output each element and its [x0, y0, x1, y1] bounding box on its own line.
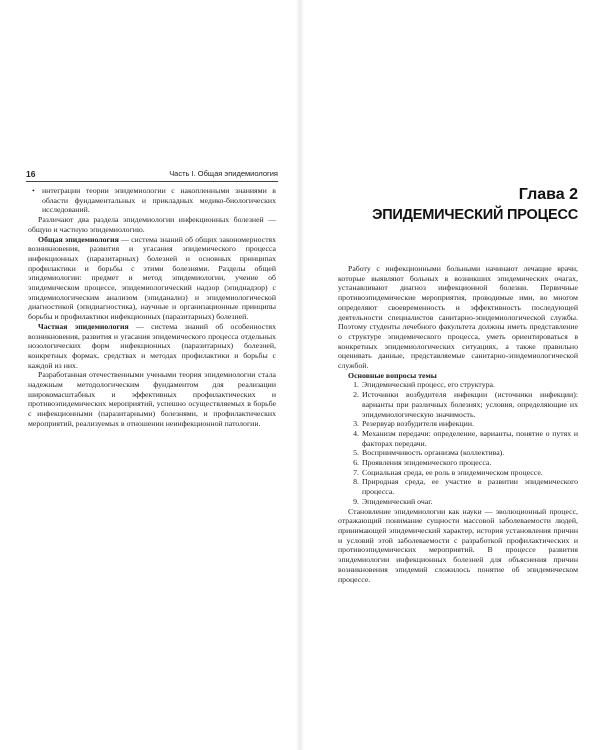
list-item-number: 9. [353, 496, 359, 506]
paragraph-special-epidemiology [28, 322, 276, 371]
term-general-epidemiology: Общая эпидемиология [38, 234, 119, 244]
list-item-text: Источники возбудителя инфекции (источники инфекции): варианты при различных болезнях; условия, определяющие их эпидемиологическую значимость. [362, 390, 578, 419]
bullet-text: интеграции теории эпидемиологии с накопленными знаниями в области фундаментальных и прикладных медико-биологических исследований. [42, 186, 276, 215]
paragraph-general-epidemiology [28, 235, 276, 322]
right-body-text [338, 264, 578, 584]
paragraph-theory: Разработанная отечественными учеными теория эпидемиологии стала надежным методологическим фундаментом для реализации широкомасштабных и эффективных профилактических и противоэпидемических мероприятий, успешно осуществляемых в борьбе с инфекционными (паразитарными) болезнями, и профилактических мероприятий, реализуемых в отношении неинфекционной патологии. [28, 370, 276, 428]
list-item-text: Восприимчивость организма (коллектива). [362, 448, 505, 458]
questions-list [338, 380, 578, 506]
questions-heading: Основные вопросы темы [348, 370, 437, 380]
list-item [338, 390, 578, 419]
chapter-title: ЭПИДЕМИЧЕСКИЙ ПРОЦЕСС [372, 207, 578, 223]
term-special-epidemiology: Частная эпидемиология [38, 321, 129, 331]
list-item-text: Проявления эпидемического процесса. [362, 458, 492, 468]
definition-general-epidemiology: — система знаний об общих закономерностях возникновения, развития и угасания эпидемического процесса инфекционных (паразитарных) болезней и основных принципах профилактики и борьбы с этими болезнями. Разделы общей эпидемиологии: предмет и метод эпидемиологии, учение об эпидемическом процессе, эпидемиологический надзор (эпиднадзор) с эпидемиологическим анализом (эпиданализ) и эпидемиологической диагностикой (эпидиагностика), научные и организационные принципы борьбы и профилактики инфекционных (паразитарных) болезней. [28, 234, 276, 322]
list-item-text: Эпидемический очаг. [362, 496, 433, 506]
list-item-number: 7. [353, 467, 359, 477]
bullet-dot-icon: • [32, 186, 35, 195]
chapter-label: Глава 2 [518, 186, 578, 203]
list-item [338, 380, 578, 390]
bullet-item [32, 186, 276, 215]
list-item [338, 477, 578, 496]
list-item [338, 458, 578, 468]
list-item [338, 419, 578, 429]
list-item-text: Природная среда, ее участие в развитии эпидемического процесса. [362, 477, 578, 497]
list-item [338, 448, 578, 458]
running-header [26, 169, 278, 182]
list-item [338, 468, 578, 478]
running-title: Часть I. Общая эпидемиология [169, 169, 278, 178]
paragraph-sections: Различают два раздела эпидемиологии инфекционных болезней — общую и частную эпидемиологию. [28, 215, 276, 234]
list-item-number: 8. [353, 477, 359, 487]
list-item-number: 6. [353, 458, 359, 468]
list-item-number: 4. [353, 428, 359, 438]
right-page [300, 0, 600, 750]
list-item-text: Эпидемический процесс, его структура. [362, 380, 495, 390]
page-number: 16 [26, 169, 36, 179]
list-item-number: 5. [353, 448, 359, 458]
left-body-text [28, 186, 276, 429]
intro-paragraph: Работу с инфекционными больными начинают лечащие врачи, которые выявляют больных в возникших эпидемических очагах, устанавливают диагноз инфекционной болезни. Первичные противоэпидемические мероприятия, проводимые ими, во многом определяют своевременность и эффективность последующей деятельности специалистов санитарно-эпидемиологической службы. Поэтому студенты лечебного факультета должны иметь представление о структуре эпидемического процесса, уметь ориентироваться в конкретных эпидемиологических ситуациях, а также правильно оценивать данные, представляемые санитарно-эпидемиологической службой. [338, 264, 578, 371]
list-item [338, 429, 578, 448]
list-item-text: Механизм передачи: определение, варианты, понятие о путях и факторах передачи. [362, 428, 578, 448]
list-item-number: 3. [353, 419, 359, 429]
list-item-number: 2. [353, 390, 359, 400]
list-item-number: 1. [353, 380, 359, 390]
list-item [338, 497, 578, 507]
list-item-text: Социальная среда, ее роль в эпидемическом процессе. [362, 467, 543, 477]
definition-special-epidemiology: — система знаний об особенностях возникновения, развития и угасания эпидемического процесса отдельных нозологических форм инфекционных (паразитарных) болезней, конкретных формах, средствах и методах профилактики и борьбы с каждой из них. [28, 321, 276, 370]
list-item-text: Резервуар возбудителя инфекции. [362, 419, 474, 429]
closing-paragraph: Становление эпидемиологии как науки — эволюционный процесс, отражающий понимание сущности массовой заболеваемости людей, принимающей эпидемический характер, история установления причин и условий этой заболеваемости с разработкой профилактических и противоэпидемических мероприятий. В процессе развития эпидемиологии инфекционных болезней для объяснения причин возникновения эпидемий сложилось понятие об эпидемическом процессе. [338, 506, 578, 584]
